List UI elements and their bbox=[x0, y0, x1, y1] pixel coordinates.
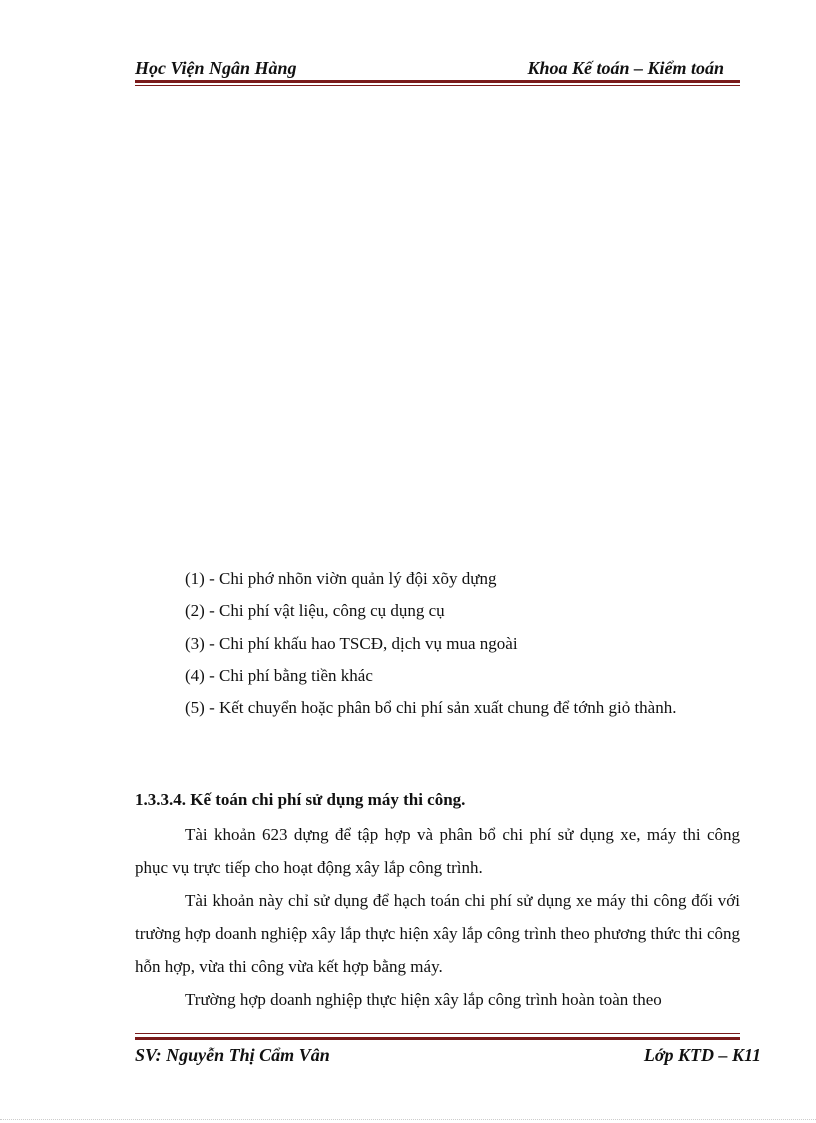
page-bottom-dotted-line bbox=[0, 1119, 816, 1120]
list-item: (4) - Chi phí bằng tiền khác bbox=[185, 665, 373, 685]
list-item: (5) - Kết chuyển hoặc phân bổ chi phí sản xuất chung để tớnh giỏ thành. bbox=[185, 698, 677, 718]
header-rule-thick bbox=[135, 80, 740, 83]
cost-list bbox=[185, 563, 676, 724]
list-item: (1) - Chi phớ nhõn viờn quản lý đội xõy dựng bbox=[185, 569, 497, 588]
header-institution: Học Viện Ngân Hàng bbox=[135, 58, 297, 78]
section-body bbox=[135, 818, 740, 1016]
paragraph: Tài khoản này chỉ sử dụng để hạch toán chi phí sử dụng xe máy thi công đối với trường hợp doanh nghiệp xây lắp thực hiện xây lắp công trình theo phương thức thi công hỗn hợp, vừa thi công vừa kết hợp bằng máy. bbox=[135, 891, 740, 976]
header-department: Khoa Kế toán – Kiểm toán bbox=[527, 58, 724, 78]
footer-rule-thin bbox=[135, 1033, 740, 1034]
footer-class: Lớp KTD – K11 bbox=[643, 1045, 761, 1065]
section-heading: 1.3.3.4. Kế toán chi phí sử dụng máy thi công. bbox=[135, 790, 466, 809]
footer-rule-thick bbox=[135, 1037, 740, 1040]
list-item: (3) - Chi phí khấu hao TSCĐ, dịch vụ mua ngoài bbox=[185, 633, 518, 653]
paragraph: Trường hợp doanh nghiệp thực hiện xây lắp công trình hoàn toàn theo bbox=[185, 990, 662, 1009]
list-item: (2) - Chi phí vật liệu, công cụ dụng cụ bbox=[185, 601, 445, 621]
header-rule-thin bbox=[135, 85, 740, 86]
paragraph: Tài khoản 623 dựng để tập hợp và phân bổ chi phí sử dụng xe, máy thi công phục vụ trực tiếp cho hoạt động xây lắp công trình. bbox=[135, 825, 740, 877]
footer-student: SV: Nguyễn Thị Cẩm Vân bbox=[135, 1045, 330, 1065]
